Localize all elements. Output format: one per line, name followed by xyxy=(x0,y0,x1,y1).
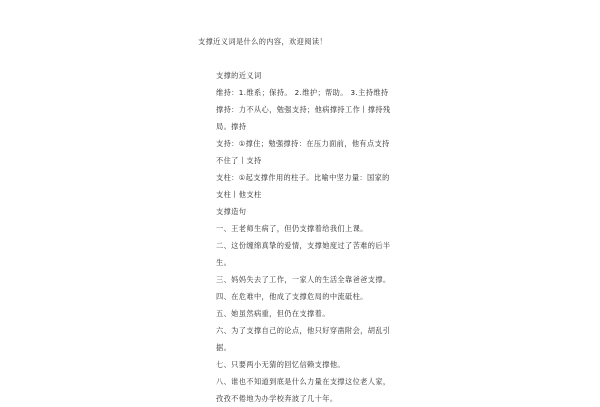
intro-text: 支撑近义词是什么的内容，欢迎阅读！ xyxy=(198,37,327,46)
example-line: 二、这份缠绵真挚的爱情，支撑她度过了苦难的后半 xyxy=(216,241,391,250)
example-line: 八、谁也不知道到底是什么力量在支撑这位老人家， xyxy=(216,377,391,386)
example-line: 据。 xyxy=(216,343,232,352)
example-line: 孜孜不倦地为办学校奔波了几十年。 xyxy=(216,394,338,403)
synonym-line: 维持：1.维系；保持。 2.维护；帮助。 3.主持维持 xyxy=(216,88,389,97)
example-line: 一、王老师生病了，但仍支撑着给我们上课。 xyxy=(216,224,368,233)
synonym-line: 撑持：力不从心，勉强支持；他病撑持工作丨撑持残 xyxy=(216,105,391,114)
example-line: 四、在危难中，他成了支撑危局的中流砥柱。 xyxy=(216,292,368,301)
example-line: 三、妈妈失去了工作，一家人的生活全靠爸爸支撑。 xyxy=(216,275,391,284)
synonym-line: 不住了丨支持 xyxy=(216,156,262,165)
synonym-line: 局。撑持 xyxy=(216,122,247,131)
spacer xyxy=(196,50,416,67)
article-body xyxy=(196,33,416,407)
synonym-line: 支持：①撑住；勉强撑持：在压力面前，他有点支持 xyxy=(216,139,390,148)
synonyms-heading: 支撑的近义词 xyxy=(216,71,262,80)
examples-heading: 支撑造句 xyxy=(216,207,247,216)
example-line: 七、只要两小无猜的回忆信赖支撑他。 xyxy=(216,360,345,369)
example-line: 六、为了支撑自己的论点，他只好穿凿附会，胡乱引 xyxy=(216,326,391,335)
example-line: 生。 xyxy=(216,258,232,267)
synonym-line: 支柱丨他支柱 xyxy=(216,190,262,199)
example-line: 五、她虽然病重，但仍在支撑着。 xyxy=(216,309,330,318)
synonym-line: 支柱：①起支撑作用的柱子。比喻中坚力量：国家的 xyxy=(216,173,390,182)
